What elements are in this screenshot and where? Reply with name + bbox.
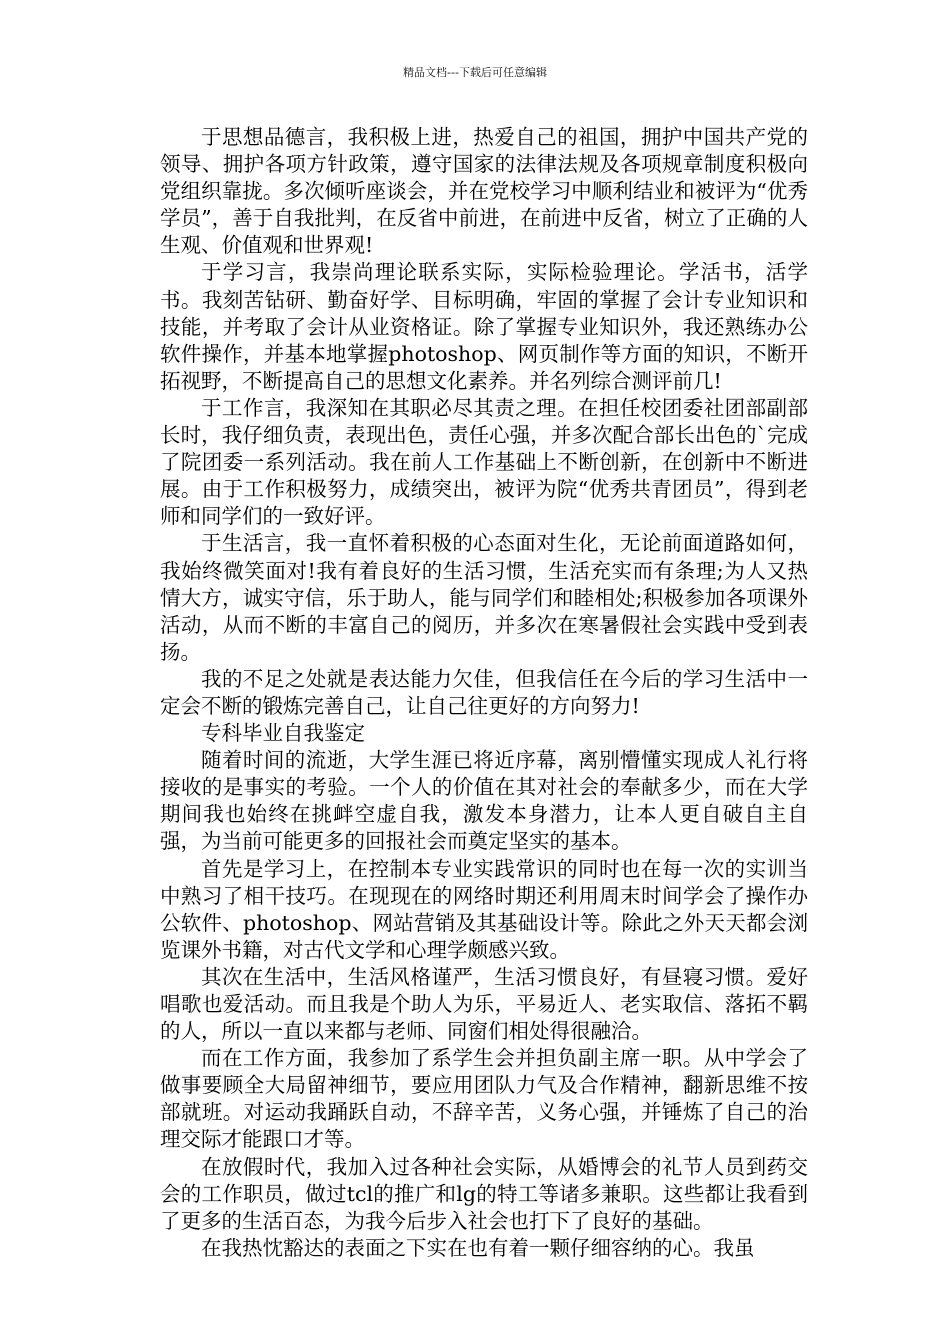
paragraph-vacation: 在放假时代，我加入过各种社会实际，从婚博会的礼节人员到药交会的工作职员，做过tcl的推广和lg的特工等诸多兼职。这些都让我看到了更多的生活百态，为我今后步入社会也打下了良好的基础。	[160, 1154, 808, 1233]
section-heading: 专科毕业自我鉴定	[201, 721, 365, 746]
paragraph-intro: 随着时间的流逝，大学生涯已将近序幕，离别懵懂实现成人礼行将接收的是事实的考验。一个人的价值在其对社会的奉献多少，而在大学期间我也始终在挑衅空虚自我，激发本身潜力，让本人更自破自主自强，为当前可能更多的回报社会而奠定坚实的基本。	[160, 748, 808, 854]
page-header: 精品文档---下载后可任意编辑	[403, 66, 547, 79]
document-body	[160, 124, 808, 1262]
paragraph-learning: 首先是学习上，在控制本专业实践常识的同时也在每一次的实训当中熟习了相干技巧。在现现在的网络时期还利用周末时间学会了操作办公软件、photoshop、网站营销及其基础设计等。除此之外天天都会浏览课外书籍，对古代文学和心理学颇感兴致。	[160, 856, 808, 962]
paragraph-work: 于工作言，我深知在其职必尽其责之理。在担任校团委社团部副部长时，我仔细负责，表现出色，责任心强，并多次配合部长出色的`完成了院团委一系列活动。我在前人工作基础上不断创新，在创新中不断进展。由于工作积极努力，成绩突出，被评为院“优秀共青团员”，得到老师和同学们的一致好评。	[160, 395, 808, 529]
paragraph-life: 于生活言，我一直怀着积极的心态面对生化，无论前面道路如何，我始终微笑面对!我有着良好的生活习惯，生活充实而有条理;为人又热情大方，诚实守信，乐于助人，能与同学们和睦相处;积极参加各项课外活动，从而不断的丰富自己的阅历，并多次在寒暑假社会实践中受到表扬。	[160, 531, 808, 664]
paragraph-character: 在我热忱豁达的表面之下实在也有着一颗仔细容纳的心。我虽	[201, 1235, 755, 1260]
paragraph-shortcomings: 我的不足之处就是表达能力欠佳，但我信任在今后的学习生活中一定会不断的锻炼完善自己，让自己往更好的方向努力!	[160, 666, 808, 718]
paragraph-daily-life: 其次在生活中，生活风格谨严，生活习惯良好，有昼寝习惯。爱好唱歌也爱活动。而且我是个助人为乐，平易近人、老实取信、落拓不羁的人，所以一直以来都与老师、同窗们相处得很融洽。	[160, 964, 808, 1044]
paragraph-study: 于学习言，我崇尚理论联系实际，实际检验理论。学活书，活学书。我刻苦钻研、勤奋好学、目标明确，牢固的掌握了会计专业知识和技能，并考取了会计从业资格证。除了掌握专业知识外，我还熟练办公软件操作，并基本地掌握photoshop、网页制作等方面的知识，不断开拓视野，不断提高自己的思想文化素养。并名列综合测评前几!	[160, 260, 808, 393]
paragraph-ideology: 于思想品德言，我积极上进，热爱自己的祖国，拥护中国共产党的领导、拥护各项方针政策，遵守国家的法律法规及各项规章制度积极向党组织靠拢。多次倾听座谈会，并在党校学习中顺利结业和被评为“优秀学员”，善于自我批判，在反省中前进，在前进中反省，树立了正确的人生观、价值观和世界观!	[160, 125, 808, 258]
paragraph-student-union: 而在工作方面，我参加了系学生会并担负副主席一职。从中学会了做事要顾全大局留神细节，要应用团队力气及合作精神，翻新思维不按部就班。对运动我踊跃自动，不辞辛苦，义务心强，并锤炼了自己的治理交际才能跟口才等。	[160, 1046, 808, 1152]
